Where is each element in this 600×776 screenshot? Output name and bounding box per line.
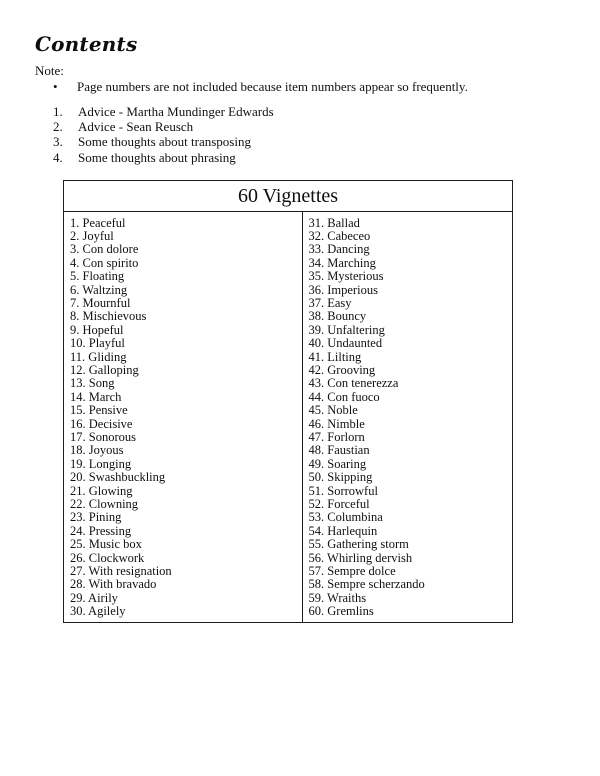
vignette-item: 31. Ballad [308,215,360,230]
contents-list-item [53,150,274,165]
vignette-item: 53. Columbina [308,510,383,525]
vignette-item: 33. Dancing [308,242,370,257]
vignette-item: 13. Song [70,376,115,391]
vignette-item: 17. Sonorous [70,430,136,444]
vignette-item: 54. Harlequin [308,523,378,538]
note-bullet-text: Page numbers are not included because item numbers appear so frequently. [77,79,468,94]
vignette-item: 50. Skipping [308,470,373,485]
note-label: Note: [35,63,64,78]
vignette-item: 2. Joyful [70,228,114,243]
vignette-item: 25. Music box [70,537,142,552]
vignette-item: 43. Con tenerezza [308,376,399,391]
vignette-item: 26. Clockwork [70,550,145,565]
page-title: Contents [35,32,138,56]
vignette-item: 48. Faustian [308,443,370,458]
vignette-item: 58. Sempre scherzando [308,577,425,592]
vignettes-column-left [64,212,303,622]
list-item-text: Advice - Martha Mundinger Edwards [78,104,274,119]
vignette-item: 57. Sempre dolce [308,564,396,579]
vignette-item: 23. Pining [70,510,122,525]
bullet-icon: • [53,79,58,94]
vignette-item: 3. Con dolore [70,242,139,257]
vignette-item: 42. Grooving [308,362,376,377]
vignette-item: 12. Galloping [70,362,139,377]
list-item-number: 2. [53,119,63,135]
list-item-text: Advice - Sean Reusch [78,119,194,135]
contents-list-item [53,104,274,119]
vignette-item: 59. Wraiths [308,590,367,605]
vignette-item: 51. Sorrowful [308,483,378,498]
vignette-item: 20. Swashbuckling [70,470,166,485]
vignettes-table-body [64,212,512,622]
vignette-item: 30. Agilely [70,604,126,619]
vignette-item: 34. Marching [308,255,376,270]
vignette-item: 45. Noble [308,403,358,418]
contents-list-item [53,134,274,149]
vignette-item: 21. Glowing [70,483,133,498]
vignette-item: 28. With bravado [70,577,157,592]
list-item-text: Some thoughts about phrasing [78,149,236,165]
vignette-item: 38. Bouncy [308,309,367,324]
vignette-item: 15. Pensive [70,403,128,418]
vignette-item: 37. Easy [308,295,352,310]
list-item-number: 3. [53,134,63,150]
contents-list [53,104,274,165]
vignette-item: 6. Waltzing [70,282,128,297]
vignette-item: 14. March [70,389,122,404]
vignettes-column-right [303,212,513,622]
vignette-item: 39. Unfaltering [308,322,385,337]
vignette-item: 18. Joyous [70,443,124,458]
vignette-item: 56. Whirling dervish [308,550,413,565]
list-item-number: 1. [53,104,63,119]
vignette-item: 29. Airily [70,590,118,605]
vignette-item: 5. Floating [70,269,125,284]
vignette-item: 7. Mournful [70,295,131,310]
vignette-item: 8. Mischievous [70,309,147,324]
note-bullet-item [53,79,468,94]
vignette-item: 49. Soaring [308,456,367,471]
vignette-item: 32. Cabeceo [308,228,371,243]
vignette-item: 60. Gremlins [308,604,374,619]
vignette-item: 35. Mysterious [308,269,384,284]
vignette-item: 10. Playful [70,336,125,351]
vignette-item: 1. Peaceful [70,215,126,230]
vignette-item: 19. Longing [70,456,132,471]
vignettes-table [63,180,513,623]
vignette-item: 36. Imperious [308,282,378,297]
list-item-number: 4. [53,149,63,165]
contents-list-item [53,119,274,134]
vignette-item: 55. Gathering storm [308,537,409,552]
list-item-text: Some thoughts about transposing [78,134,251,150]
vignette-item: 44. Con fuoco [308,389,380,404]
vignette-item: 46. Nimble [308,416,365,431]
vignette-item: 9. Hopeful [70,322,124,337]
vignette-item: 22. Clowning [70,497,139,512]
vignette-item: 41. Lilting [308,349,362,364]
vignette-item: 47. Forlorn [308,430,365,444]
vignette-item: 24. Pressing [70,523,132,538]
vignette-item: 40. Undaunted [308,336,383,351]
vignette-item: 11. Gliding [70,349,127,364]
vignette-item: 4. Con spirito [70,255,139,270]
vignettes-table-title: 60 Vignettes [64,181,512,212]
vignette-item: 52. Forceful [308,497,370,512]
vignette-item: 16. Decisive [70,416,133,431]
vignette-item: 27. With resignation [70,564,172,579]
